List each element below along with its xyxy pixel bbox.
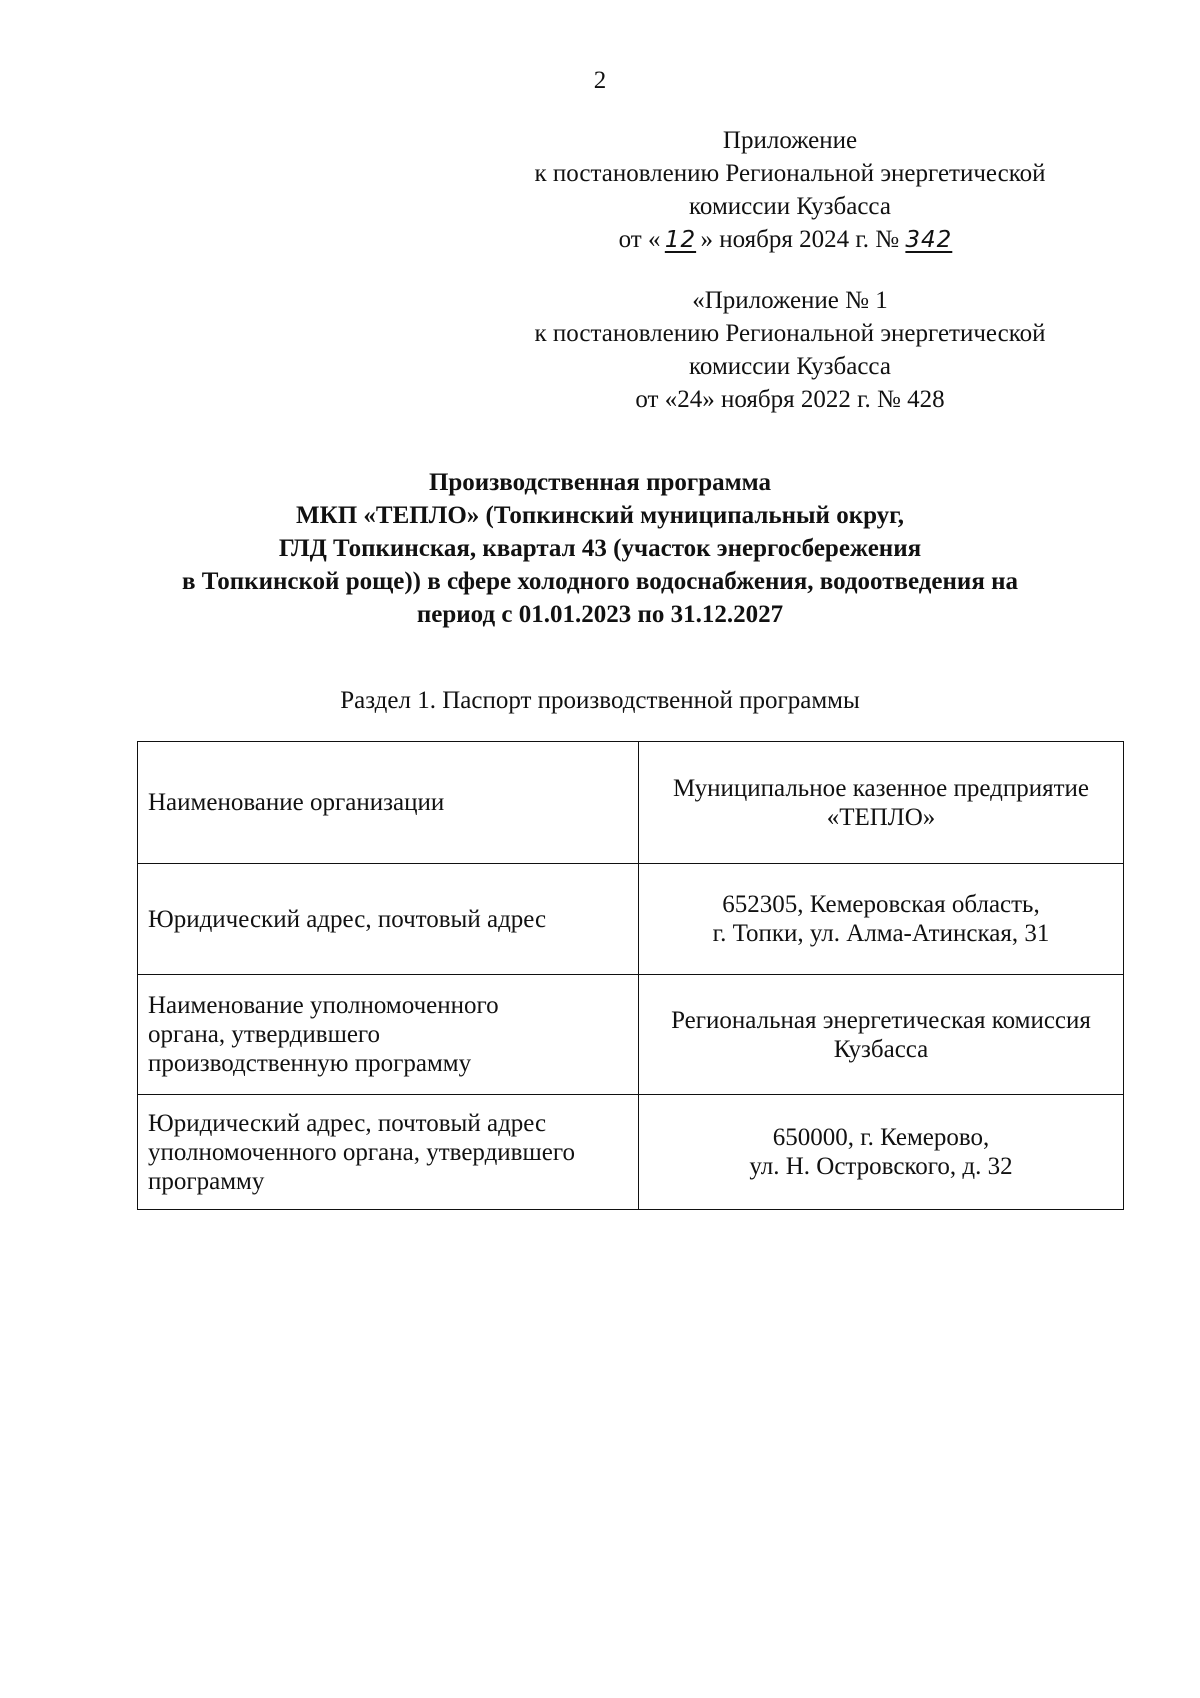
- row-label-cell: [138, 742, 639, 864]
- prior-appendix-header: [480, 284, 1100, 416]
- appendix-line: комиссии Кузбасса: [689, 193, 891, 220]
- title-line: МКП «ТЕПЛО» (Топкинский муниципальный округ,: [296, 502, 904, 529]
- appendix-title: Приложение: [722, 127, 858, 154]
- row-value-cell: [639, 742, 1124, 864]
- cell-line: Кузбасса: [833, 1035, 929, 1063]
- title-line: Производственная программа: [428, 469, 772, 496]
- cell-line: Наименование уполномоченного: [148, 992, 499, 1019]
- cell-line: Юридический адрес, почтовый адрес: [148, 905, 547, 933]
- appendix-line: к постановлению Региональной энергетической: [534, 160, 1046, 187]
- row-label-cell: [138, 975, 639, 1095]
- document-title: [100, 466, 1100, 631]
- passport-table: [137, 741, 1124, 1210]
- table-row: [138, 742, 1124, 864]
- cell-line: ул. Н. Островского, д. 32: [749, 1153, 1013, 1180]
- cell-line: уполномоченного органа, утвердившего: [148, 1138, 575, 1166]
- section-heading: Раздел 1. Паспорт производственной программы: [340, 687, 860, 714]
- date-middle: » ноября 2024 г. №: [700, 226, 900, 253]
- appendix-header: [480, 124, 1100, 257]
- prior-appendix-line: к постановлению Региональной энергетической: [534, 320, 1046, 347]
- cell-line: Региональная энергетическая комиссия: [671, 1006, 1091, 1034]
- row-label-cell: [138, 1095, 639, 1210]
- table-row: [138, 864, 1124, 975]
- cell-line: «ТЕПЛО»: [826, 803, 936, 831]
- handwritten-day: 12: [664, 227, 697, 253]
- prior-appendix-title: «Приложение № 1: [692, 287, 888, 314]
- cell-line: Юридический адрес, почтовый адрес: [148, 1109, 547, 1137]
- table-row: [138, 1095, 1124, 1210]
- cell-line: органа, утвердившего: [148, 1021, 381, 1048]
- row-label-cell: [138, 864, 639, 975]
- cell-line: 650000, г. Кемерово,: [772, 1124, 990, 1151]
- cell-line: производственную программу: [148, 1050, 472, 1077]
- title-line: ГЛД Топкинская, квартал 43 (участок энергосбережения: [278, 535, 922, 562]
- row-value-cell: [639, 864, 1124, 975]
- page-number: 2: [593, 67, 607, 94]
- cell-line: Муниципальное казенное предприятие: [673, 774, 1089, 802]
- title-line: в Топкинской роще)) в сфере холодного водоснабжения, водоотведения на: [181, 568, 1019, 595]
- cell-line: Наименование организации: [148, 789, 445, 816]
- row-value-cell: [639, 975, 1124, 1095]
- cell-line: программу: [148, 1167, 265, 1195]
- cell-line: 652305, Кемеровская область,: [722, 891, 1040, 918]
- prior-appendix-line: комиссии Кузбасса: [689, 353, 891, 380]
- prior-appendix-date: от «24» ноября 2022 г. № 428: [635, 386, 945, 413]
- date-prefix: от «: [618, 226, 661, 253]
- row-value-cell: [639, 1095, 1124, 1210]
- table-row: [138, 975, 1124, 1095]
- handwritten-doc-number: 342: [905, 227, 953, 253]
- appendix-date-line: [480, 223, 1100, 257]
- title-line: период с 01.01.2023 по 31.12.2027: [416, 601, 784, 628]
- cell-line: г. Топки, ул. Алма-Атинская, 31: [712, 920, 1050, 947]
